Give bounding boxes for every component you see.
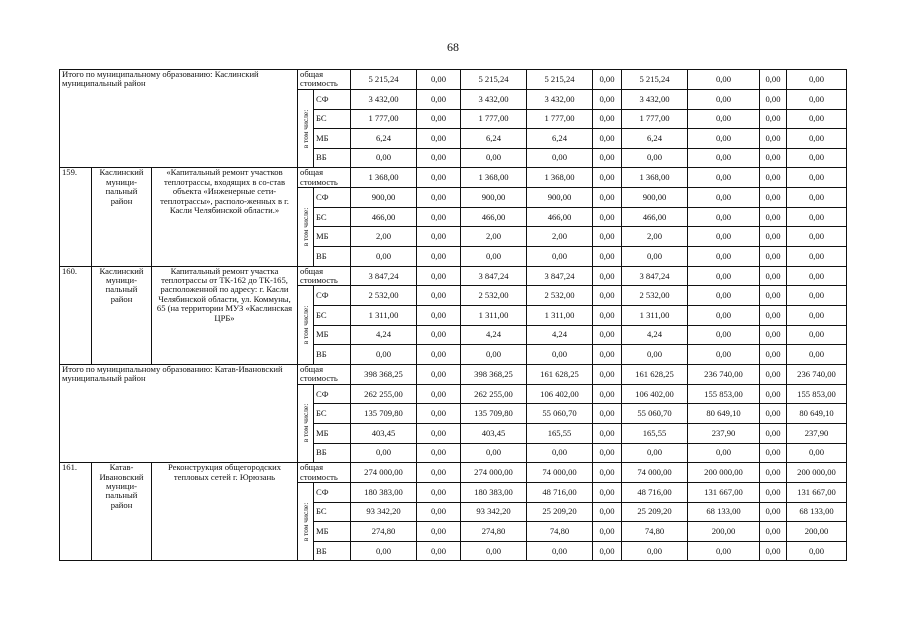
- amount-cell: 403,45: [461, 423, 527, 443]
- funding-type-mb: МБ: [314, 227, 351, 247]
- amount-cell: 0,00: [760, 443, 787, 463]
- municipality-name: Катав-Ивановский муници-пальный район: [92, 463, 152, 561]
- amount-cell: 0,00: [787, 266, 847, 286]
- amount-cell: 25 209,20: [527, 502, 593, 522]
- funding-type-bs: БС: [314, 404, 351, 424]
- funding-type-bs: БС: [314, 502, 351, 522]
- amount-cell: 5 215,24: [351, 70, 417, 90]
- amount-cell: 0,00: [593, 207, 622, 227]
- amount-cell: 0,00: [351, 246, 417, 266]
- amount-cell: 0,00: [622, 246, 688, 266]
- amount-cell: 1 777,00: [622, 109, 688, 129]
- amount-cell: 274 000,00: [351, 463, 417, 483]
- amount-cell: 2,00: [527, 227, 593, 247]
- total-cost-label: общая стоимость: [298, 364, 351, 384]
- amount-cell: 0,00: [593, 246, 622, 266]
- amount-cell: 0,00: [688, 541, 760, 561]
- amount-cell: 2 532,00: [461, 286, 527, 306]
- amount-cell: 0,00: [760, 148, 787, 168]
- amount-cell: 0,00: [417, 227, 461, 247]
- amount-cell: 4,24: [622, 325, 688, 345]
- amount-cell: 0,00: [417, 188, 461, 208]
- amount-cell: 0,00: [593, 522, 622, 542]
- amount-cell: 0,00: [527, 541, 593, 561]
- amount-cell: 5 215,24: [461, 70, 527, 90]
- amount-cell: 900,00: [622, 188, 688, 208]
- municipality-name: Каслинский муници-пальный район: [92, 266, 152, 364]
- including-text: в том числе:: [300, 109, 310, 148]
- amount-cell: 0,00: [760, 404, 787, 424]
- funding-type-sf: СФ: [314, 188, 351, 208]
- amount-cell: 161 628,25: [622, 364, 688, 384]
- amount-cell: 0,00: [760, 364, 787, 384]
- amount-cell: 0,00: [688, 70, 760, 90]
- amount-cell: 0,00: [417, 423, 461, 443]
- amount-cell: 48 716,00: [527, 483, 593, 503]
- amount-cell: 0,00: [760, 541, 787, 561]
- amount-cell: 0,00: [593, 227, 622, 247]
- amount-cell: 0,00: [760, 70, 787, 90]
- including-text: в том числе:: [300, 207, 310, 247]
- amount-cell: 3 847,24: [461, 266, 527, 286]
- amount-cell: 0,00: [417, 70, 461, 90]
- amount-cell: 0,00: [760, 522, 787, 542]
- amount-cell: 3 847,24: [622, 266, 688, 286]
- amount-cell: 0,00: [417, 266, 461, 286]
- amount-cell: 4,24: [351, 325, 417, 345]
- amount-cell: 93 342,20: [351, 502, 417, 522]
- funding-type-sf: СФ: [314, 384, 351, 404]
- amount-cell: 0,00: [461, 246, 527, 266]
- amount-cell: 262 255,00: [351, 384, 417, 404]
- amount-cell: 200 000,00: [787, 463, 847, 483]
- amount-cell: 0,00: [417, 207, 461, 227]
- amount-cell: 466,00: [622, 207, 688, 227]
- project-description: Капитальный ремонт участка теплотрассы от ТК-162 до ТК-165, расположенной по адресу: г. Касли Челябинской области, ул. Коммуны, 65 (на территории МУЗ «Каслинская ЦРБ»: [152, 266, 298, 364]
- amount-cell: 0,00: [760, 483, 787, 503]
- table-row: [60, 364, 847, 384]
- funding-type-mb: МБ: [314, 129, 351, 149]
- amount-cell: 1 368,00: [351, 168, 417, 188]
- amount-cell: 0,00: [787, 325, 847, 345]
- amount-cell: 0,00: [787, 541, 847, 561]
- amount-cell: 200 000,00: [688, 463, 760, 483]
- amount-cell: 3 847,24: [527, 266, 593, 286]
- amount-cell: 0,00: [417, 325, 461, 345]
- table-row: [60, 70, 847, 90]
- including-label: [298, 188, 314, 266]
- amount-cell: 237,90: [787, 423, 847, 443]
- amount-cell: 0,00: [622, 443, 688, 463]
- amount-cell: 2 532,00: [527, 286, 593, 306]
- funding-type-mb: МБ: [314, 522, 351, 542]
- amount-cell: 3 432,00: [527, 89, 593, 109]
- amount-cell: 3 432,00: [622, 89, 688, 109]
- amount-cell: 0,00: [593, 109, 622, 129]
- amount-cell: 4,24: [461, 325, 527, 345]
- amount-cell: 0,00: [417, 345, 461, 365]
- amount-cell: 0,00: [593, 463, 622, 483]
- amount-cell: 0,00: [688, 246, 760, 266]
- amount-cell: 0,00: [417, 483, 461, 503]
- amount-cell: 0,00: [688, 109, 760, 129]
- amount-cell: 0,00: [593, 70, 622, 90]
- funding-type-sf: СФ: [314, 483, 351, 503]
- amount-cell: 0,00: [351, 541, 417, 561]
- amount-cell: 0,00: [593, 286, 622, 306]
- amount-cell: 6,24: [622, 129, 688, 149]
- table-body: [60, 70, 847, 561]
- amount-cell: 1 311,00: [351, 306, 417, 326]
- amount-cell: 0,00: [787, 306, 847, 326]
- amount-cell: 0,00: [593, 325, 622, 345]
- amount-cell: 0,00: [593, 541, 622, 561]
- amount-cell: 0,00: [622, 345, 688, 365]
- amount-cell: 0,00: [688, 286, 760, 306]
- including-text: в том числе:: [300, 305, 310, 345]
- item-number: 161.: [60, 463, 92, 561]
- amount-cell: 0,00: [688, 345, 760, 365]
- amount-cell: 0,00: [760, 502, 787, 522]
- amount-cell: 165,55: [527, 423, 593, 443]
- amount-cell: 0,00: [787, 168, 847, 188]
- amount-cell: 0,00: [760, 345, 787, 365]
- amount-cell: 2,00: [461, 227, 527, 247]
- amount-cell: 0,00: [760, 325, 787, 345]
- amount-cell: 0,00: [760, 188, 787, 208]
- funding-type-vb: ВБ: [314, 148, 351, 168]
- funding-type-mb: МБ: [314, 423, 351, 443]
- amount-cell: 0,00: [787, 345, 847, 365]
- amount-cell: 0,00: [688, 266, 760, 286]
- amount-cell: 0,00: [417, 384, 461, 404]
- amount-cell: 0,00: [760, 109, 787, 129]
- table-row: [60, 463, 847, 483]
- amount-cell: 0,00: [417, 364, 461, 384]
- amount-cell: 68 133,00: [787, 502, 847, 522]
- amount-cell: 180 383,00: [351, 483, 417, 503]
- amount-cell: 74,80: [622, 522, 688, 542]
- amount-cell: 0,00: [787, 148, 847, 168]
- amount-cell: 0,00: [760, 266, 787, 286]
- amount-cell: 0,00: [787, 188, 847, 208]
- amount-cell: 0,00: [760, 246, 787, 266]
- municipality-name: Каслинский муници-пальный район: [92, 168, 152, 266]
- amount-cell: 48 716,00: [622, 483, 688, 503]
- amount-cell: 0,00: [417, 404, 461, 424]
- amount-cell: 0,00: [787, 207, 847, 227]
- funding-type-vb: ВБ: [314, 345, 351, 365]
- funding-type-mb: МБ: [314, 325, 351, 345]
- amount-cell: 0,00: [593, 188, 622, 208]
- amount-cell: 0,00: [417, 286, 461, 306]
- funding-type-bs: БС: [314, 207, 351, 227]
- amount-cell: 74 000,00: [527, 463, 593, 483]
- amount-cell: 398 368,25: [351, 364, 417, 384]
- item-number: 159.: [60, 168, 92, 266]
- amount-cell: 398 368,25: [461, 364, 527, 384]
- amount-cell: 2,00: [622, 227, 688, 247]
- amount-cell: 6,24: [527, 129, 593, 149]
- amount-cell: 93 342,20: [461, 502, 527, 522]
- amount-cell: 0,00: [593, 306, 622, 326]
- amount-cell: 0,00: [787, 227, 847, 247]
- amount-cell: 466,00: [527, 207, 593, 227]
- amount-cell: 0,00: [787, 70, 847, 90]
- amount-cell: 1 368,00: [461, 168, 527, 188]
- amount-cell: 236 740,00: [688, 364, 760, 384]
- amount-cell: 0,00: [688, 168, 760, 188]
- amount-cell: 0,00: [351, 443, 417, 463]
- amount-cell: 0,00: [688, 325, 760, 345]
- amount-cell: 0,00: [688, 89, 760, 109]
- amount-cell: 0,00: [417, 246, 461, 266]
- amount-cell: 0,00: [417, 168, 461, 188]
- including-text: в том числе:: [300, 404, 310, 443]
- funding-type-vb: ВБ: [314, 541, 351, 561]
- amount-cell: 0,00: [593, 168, 622, 188]
- amount-cell: 0,00: [760, 463, 787, 483]
- amount-cell: 0,00: [787, 286, 847, 306]
- amount-cell: 0,00: [417, 109, 461, 129]
- amount-cell: 0,00: [593, 423, 622, 443]
- amount-cell: 0,00: [417, 463, 461, 483]
- amount-cell: 0,00: [593, 129, 622, 149]
- including-label: [298, 286, 314, 364]
- amount-cell: 0,00: [787, 443, 847, 463]
- amount-cell: 0,00: [527, 246, 593, 266]
- amount-cell: 0,00: [688, 306, 760, 326]
- table-row: [60, 168, 847, 188]
- funding-type-vb: ВБ: [314, 443, 351, 463]
- amount-cell: 161 628,25: [527, 364, 593, 384]
- amount-cell: 0,00: [688, 443, 760, 463]
- amount-cell: 3 847,24: [351, 266, 417, 286]
- funding-type-bs: БС: [314, 109, 351, 129]
- amount-cell: 0,00: [760, 168, 787, 188]
- project-description: Реконструкция общегородских тепловых сетей г. Юрюзань: [152, 463, 298, 561]
- amount-cell: 200,00: [688, 522, 760, 542]
- amount-cell: 0,00: [417, 148, 461, 168]
- amount-cell: 2 532,00: [351, 286, 417, 306]
- amount-cell: 0,00: [787, 109, 847, 129]
- amount-cell: 1 311,00: [527, 306, 593, 326]
- amount-cell: 55 060,70: [527, 404, 593, 424]
- amount-cell: 0,00: [593, 148, 622, 168]
- amount-cell: 80 649,10: [688, 404, 760, 424]
- district-total-label: Итого по муниципальному образованию: Каслинский муниципальный район: [60, 70, 298, 168]
- amount-cell: 0,00: [688, 207, 760, 227]
- amount-cell: 900,00: [527, 188, 593, 208]
- amount-cell: 0,00: [351, 345, 417, 365]
- amount-cell: 0,00: [417, 89, 461, 109]
- amount-cell: 135 709,80: [351, 404, 417, 424]
- amount-cell: 0,00: [688, 148, 760, 168]
- amount-cell: 68 133,00: [688, 502, 760, 522]
- amount-cell: 74,80: [527, 522, 593, 542]
- amount-cell: 4,24: [527, 325, 593, 345]
- amount-cell: 0,00: [417, 129, 461, 149]
- amount-cell: 0,00: [760, 384, 787, 404]
- amount-cell: 0,00: [593, 502, 622, 522]
- amount-cell: 0,00: [417, 443, 461, 463]
- amount-cell: 0,00: [593, 384, 622, 404]
- amount-cell: 3 432,00: [461, 89, 527, 109]
- amount-cell: 1 311,00: [622, 306, 688, 326]
- amount-cell: 0,00: [688, 129, 760, 149]
- amount-cell: 155 853,00: [688, 384, 760, 404]
- amount-cell: 0,00: [787, 129, 847, 149]
- amount-cell: 165,55: [622, 423, 688, 443]
- amount-cell: 106 402,00: [527, 384, 593, 404]
- amount-cell: 0,00: [593, 345, 622, 365]
- total-cost-label: общая стоимость: [298, 266, 351, 286]
- amount-cell: 0,00: [622, 148, 688, 168]
- amount-cell: 200,00: [787, 522, 847, 542]
- funding-type-sf: СФ: [314, 286, 351, 306]
- amount-cell: 236 740,00: [787, 364, 847, 384]
- amount-cell: 0,00: [351, 148, 417, 168]
- total-cost-label: общая стоимость: [298, 168, 351, 188]
- budget-table: [59, 69, 847, 561]
- amount-cell: 274 000,00: [461, 463, 527, 483]
- including-label: [298, 483, 314, 561]
- amount-cell: 0,00: [417, 541, 461, 561]
- amount-cell: 0,00: [760, 227, 787, 247]
- amount-cell: 0,00: [461, 443, 527, 463]
- amount-cell: 0,00: [787, 89, 847, 109]
- amount-cell: 0,00: [760, 306, 787, 326]
- amount-cell: 1 368,00: [622, 168, 688, 188]
- project-description: «Капитальный ремонт участков теплотрассы, входящих в со-став объекта «Инженерные сети-теплотрассы», располо-женных в г. Касли Челябинской области.»: [152, 168, 298, 266]
- amount-cell: 0,00: [787, 246, 847, 266]
- amount-cell: 2,00: [351, 227, 417, 247]
- amount-cell: 0,00: [622, 541, 688, 561]
- amount-cell: 80 649,10: [787, 404, 847, 424]
- amount-cell: 135 709,80: [461, 404, 527, 424]
- amount-cell: 0,00: [461, 148, 527, 168]
- amount-cell: 0,00: [760, 89, 787, 109]
- amount-cell: 237,90: [688, 423, 760, 443]
- amount-cell: 0,00: [461, 345, 527, 365]
- amount-cell: 403,45: [351, 423, 417, 443]
- amount-cell: 1 777,00: [351, 109, 417, 129]
- including-label: [298, 384, 314, 462]
- amount-cell: 0,00: [593, 404, 622, 424]
- funding-type-vb: ВБ: [314, 246, 351, 266]
- amount-cell: 0,00: [688, 188, 760, 208]
- including-label: [298, 89, 314, 167]
- amount-cell: 0,00: [593, 483, 622, 503]
- amount-cell: 6,24: [351, 129, 417, 149]
- amount-cell: 6,24: [461, 129, 527, 149]
- amount-cell: 0,00: [527, 443, 593, 463]
- amount-cell: 262 255,00: [461, 384, 527, 404]
- table-row: [60, 266, 847, 286]
- funding-type-sf: СФ: [314, 89, 351, 109]
- amount-cell: 0,00: [417, 502, 461, 522]
- amount-cell: 0,00: [593, 443, 622, 463]
- amount-cell: 274,80: [351, 522, 417, 542]
- amount-cell: 5 215,24: [527, 70, 593, 90]
- amount-cell: 2 532,00: [622, 286, 688, 306]
- amount-cell: 1 368,00: [527, 168, 593, 188]
- amount-cell: 0,00: [760, 286, 787, 306]
- item-number: 160.: [60, 266, 92, 364]
- amount-cell: 155 853,00: [787, 384, 847, 404]
- amount-cell: 0,00: [593, 89, 622, 109]
- amount-cell: 1 311,00: [461, 306, 527, 326]
- including-text: в том числе:: [300, 502, 310, 541]
- amount-cell: 180 383,00: [461, 483, 527, 503]
- amount-cell: 900,00: [351, 188, 417, 208]
- amount-cell: 0,00: [461, 541, 527, 561]
- amount-cell: 0,00: [760, 129, 787, 149]
- amount-cell: 3 432,00: [351, 89, 417, 109]
- amount-cell: 0,00: [417, 522, 461, 542]
- amount-cell: 55 060,70: [622, 404, 688, 424]
- amount-cell: 0,00: [760, 207, 787, 227]
- amount-cell: 1 777,00: [527, 109, 593, 129]
- funding-type-bs: БС: [314, 306, 351, 326]
- amount-cell: 106 402,00: [622, 384, 688, 404]
- page-number: 68: [447, 40, 459, 54]
- amount-cell: 274,80: [461, 522, 527, 542]
- amount-cell: 0,00: [688, 227, 760, 247]
- amount-cell: 0,00: [417, 306, 461, 326]
- amount-cell: 0,00: [593, 364, 622, 384]
- amount-cell: 0,00: [527, 345, 593, 365]
- amount-cell: 0,00: [760, 423, 787, 443]
- amount-cell: 0,00: [527, 148, 593, 168]
- total-cost-label: общая стоимость: [298, 463, 351, 483]
- amount-cell: 466,00: [351, 207, 417, 227]
- amount-cell: 25 209,20: [622, 502, 688, 522]
- amount-cell: 5 215,24: [622, 70, 688, 90]
- amount-cell: 131 667,00: [688, 483, 760, 503]
- amount-cell: 900,00: [461, 188, 527, 208]
- amount-cell: 466,00: [461, 207, 527, 227]
- amount-cell: 0,00: [593, 266, 622, 286]
- amount-cell: 74 000,00: [622, 463, 688, 483]
- amount-cell: 131 667,00: [787, 483, 847, 503]
- district-total-label: Итого по муниципальному образованию: Катав-Ивановский муниципальный район: [60, 364, 298, 462]
- amount-cell: 1 777,00: [461, 109, 527, 129]
- total-cost-label: общая стоимость: [298, 70, 351, 90]
